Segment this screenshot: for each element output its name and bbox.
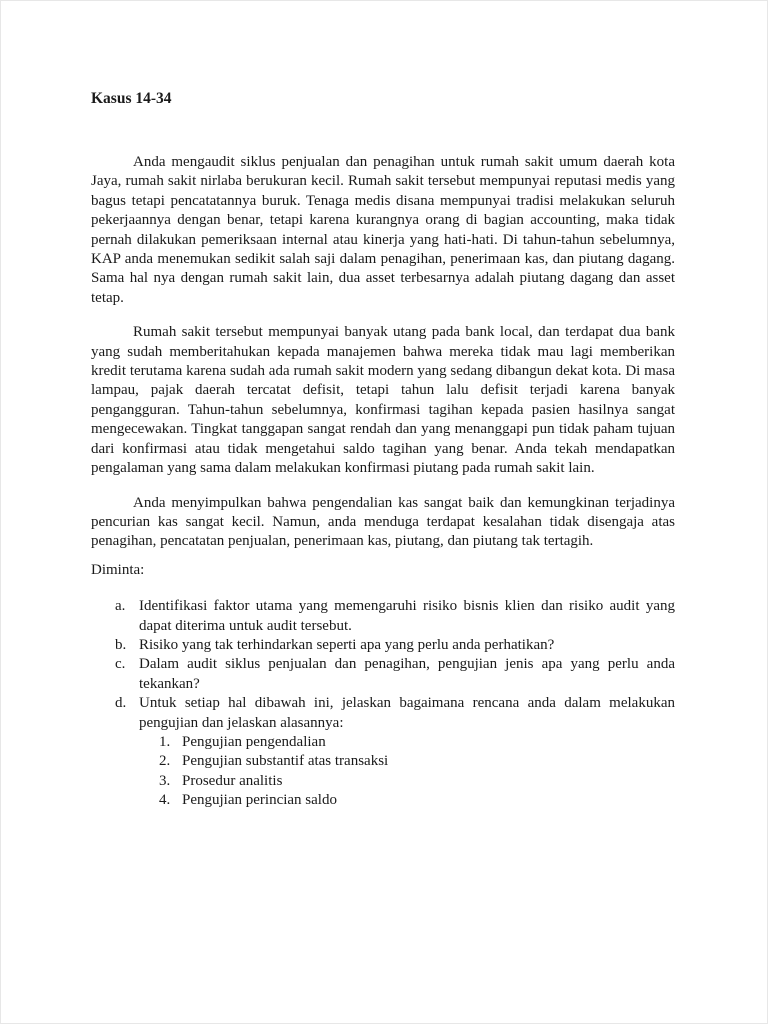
sub-item-text-4: Pengujian perincian saldo [182,792,337,809]
test-type-item-1 [159,733,675,752]
sub-item-text-2: Pengujian substantif atas transaksi [182,753,389,770]
item-text-d: Untuk setiap hal dibawah ini, jelaskan bagaimana rencana anda dalam melakukan pengujian dan jelaskan alasannya: [139,695,675,731]
request-item-c [115,655,675,694]
item-text-c: Dalam audit siklus penjualan dan penagihan, pengujian jenis apa yang perlu anda tekankan? [139,656,675,692]
request-label: Diminta: [91,561,145,578]
sub-item-text-3: Prosedur analitis [182,772,283,789]
test-type-item-3 [159,772,675,791]
item-marker-a: a. [115,598,126,615]
sub-item-text-1: Pengujian pengendalian [182,733,326,750]
request-item-a [115,597,675,636]
item-marker-b: b. [115,636,127,653]
item-text-a: Identifikasi faktor utama yang memengaruhi risiko bisnis klien dan risiko audit yang dapat diterima untuk audit tersebut. [139,598,675,634]
test-type-item-4 [159,791,675,810]
case-paragraph-3: Anda menyimpulkan bahwa pengendalian kas sangat baik dan kemungkinan terjadinya pencurian kas sangat kecil. Namun, anda menduga terdapat kesalahan tidak disengaja atas penagihan, pencatatan penjualan, penerimaan kas, piutang, dan piutang tak tertagih. [91,494,675,550]
request-item-d [115,694,675,810]
item-text-b: Risiko yang tak terhindarkan seperti apa yang perlu anda perhatikan? [139,636,555,653]
sub-item-marker-3: 3. [159,772,171,789]
test-type-item-2 [159,752,675,771]
request-list [91,597,675,810]
sub-item-marker-4: 4. [159,792,171,809]
test-type-list [159,733,675,811]
sub-item-marker-2: 2. [159,753,171,770]
item-marker-c: c. [115,656,126,673]
case-paragraph-1: Anda mengaudit siklus penjualan dan penagihan untuk rumah sakit umum daerah kota Jaya, rumah sakit nirlaba berukuran kecil. Rumah sakit tersebut mempunyai reputasi medis yang bagus tetapi pencatatannya buruk. Tenaga medis disana mempunyai tradisi melakukan seluruh pekerjaannya dengan benar, tetapi karena kurangnya orang di bagian accounting, maka tidak pernah dilakukan pemeriksaan internal atau kinerja yang hati-hati. Di tahun-tahun sebelumnya, KAP anda menemukan sedikit salah saji dalam penagihan, penerimaan kas, dan piutang dagang. Sama hal nya dengan rumah sakit lain, dua asset terbesarnya adalah piutang dagang dan asset tetap. [91,154,675,306]
case-title: Kasus 14-34 [91,90,172,107]
item-marker-d: d. [115,695,127,712]
sub-item-marker-1: 1. [159,733,171,750]
case-paragraph-2: Rumah sakit tersebut mempunyai banyak utang pada bank local, dan terdapat dua bank yang sudah memberitahukan kepada manajemen bahwa mereka tidak mau lagi memberikan kredit terutama karena sudah ada rumah sakit modern yang sedang dibangun dekat kota. Di masa lampau, pajak daerah tercatat defisit, tetapi tahun lalu defisit terjadi karena banyak pengangguran. Tahun-tahun sebelumnya, konfirmasi tagihan kepada pasien hasilnya sangat mengecewakan. Tingkat tanggapan sangat rendah dan yang menanggapi pun tidak paham tujuan dari konfirmasi atau tidak mengetahui saldo tagihan yang benar. Anda tekah mendapatkan pengalaman yang sama dalam melakukan konfirmasi piutang pada rumah sakit lain. [91,324,675,477]
item-text-d-wrap [139,694,675,810]
request-item-b [115,636,675,655]
